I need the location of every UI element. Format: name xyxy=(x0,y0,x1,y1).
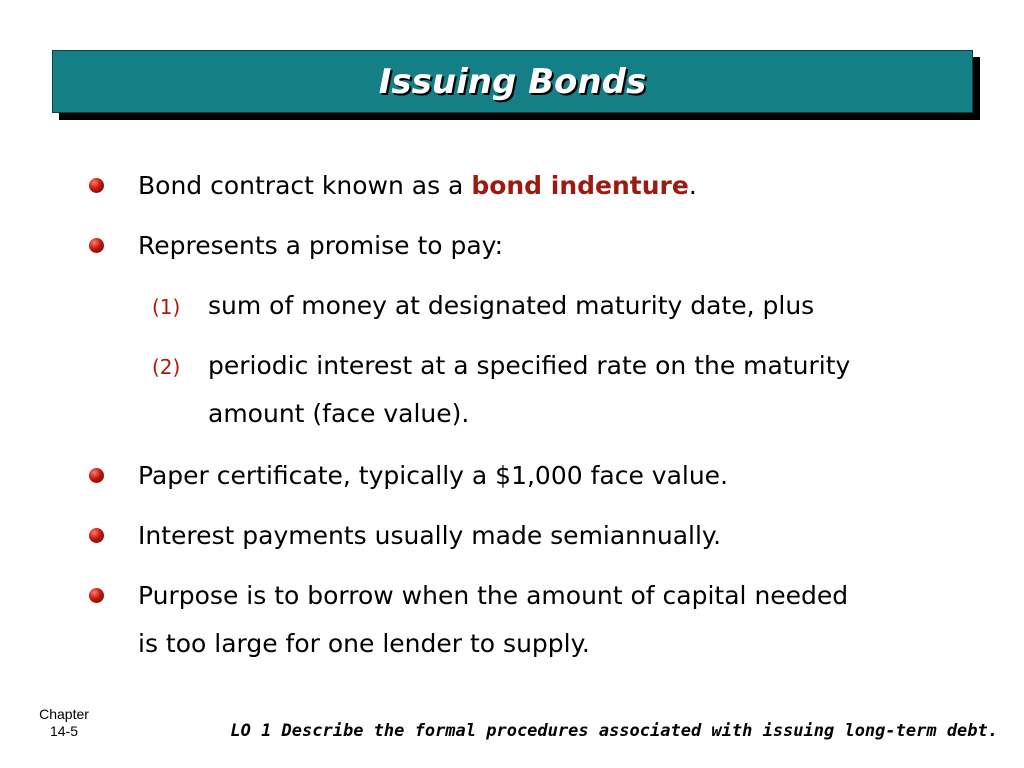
bullet-icon xyxy=(89,238,104,253)
chapter-label: Chapter xyxy=(39,706,89,722)
chapter-number: 14-5 xyxy=(49,723,79,739)
bullet-item-4: Interest payments usually made semiannually. xyxy=(138,521,722,550)
subitem-2-number: (2) xyxy=(152,355,181,379)
bullet-item-3: Paper certificate, typically a $1,000 face value. xyxy=(138,461,729,490)
bullet-1-text-after: . xyxy=(688,171,697,200)
bond-indenture-term: bond indenture xyxy=(471,171,689,200)
bullet-icon xyxy=(89,528,104,543)
subitem-1-number: (1) xyxy=(152,295,181,319)
bullet-item-1 xyxy=(138,162,697,210)
subitem-1-text: sum of money at designated maturity date, plus xyxy=(208,291,815,320)
bullet-icon xyxy=(89,468,104,483)
subitem-2-line-1: periodic interest at a specified rate on the maturity xyxy=(208,351,851,380)
learning-objective: LO 1 Describe the formal procedures associated with issuing long-term debt. xyxy=(230,721,998,741)
subitem-2-line-2: amount (face value). xyxy=(208,399,470,428)
bullet-icon xyxy=(89,178,104,193)
slide-title: Issuing Bonds xyxy=(378,61,647,102)
bullet-1-text-before: Bond contract known as a xyxy=(138,171,472,200)
bullet-2-text: Represents a promise to pay: xyxy=(138,231,504,260)
bullet-item-2 xyxy=(138,222,503,270)
chapter-indicator xyxy=(30,706,98,740)
bullet-item-5-line-2: is too large for one lender to supply. xyxy=(138,629,590,658)
bullet-item-5-line-1: Purpose is to borrow when the amount of capital needed xyxy=(138,581,849,610)
bullet-icon xyxy=(89,588,104,603)
